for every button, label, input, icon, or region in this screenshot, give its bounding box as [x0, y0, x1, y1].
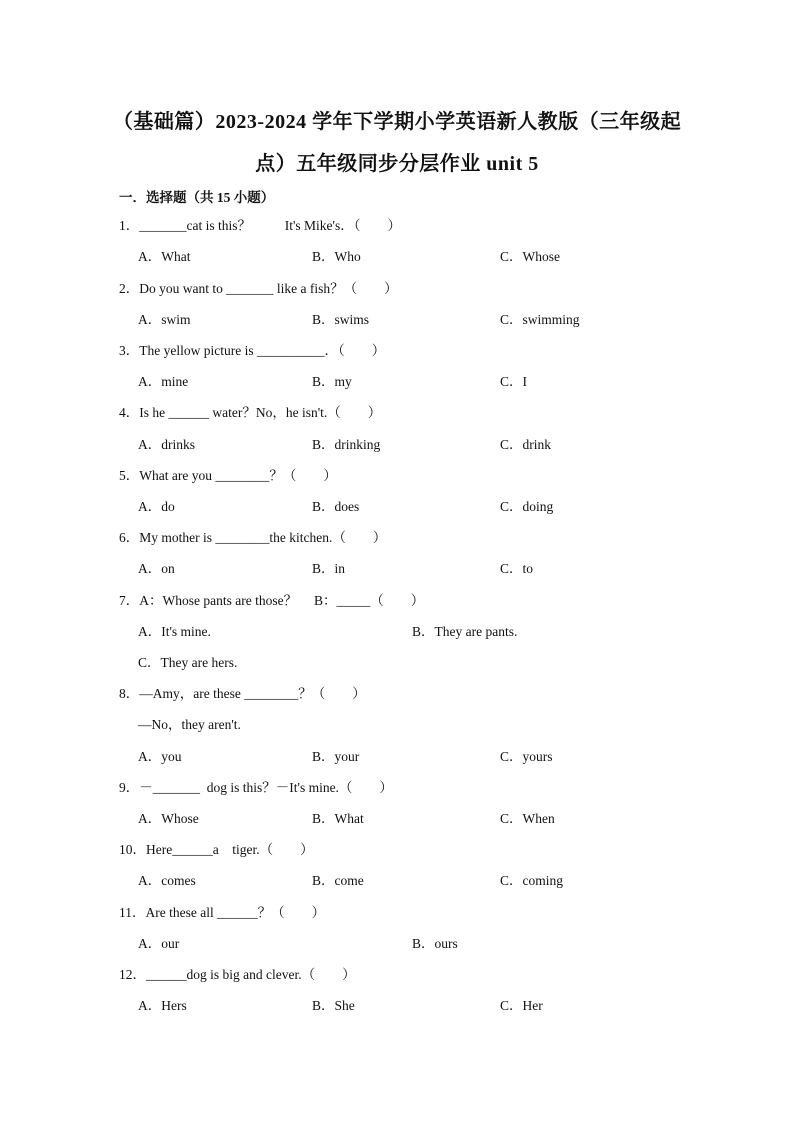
- question-7-stem: 7．A：Whose pants are those？ B：_____（ ）: [119, 593, 425, 608]
- question-8-option-a[interactable]: A．you: [138, 749, 182, 764]
- question-10-option-a[interactable]: A．comes: [138, 873, 196, 888]
- question-10-stem: 10．Here______a tiger.（ ）: [119, 842, 314, 857]
- question-5-option-b[interactable]: B．does: [312, 499, 360, 514]
- question-2-option-a[interactable]: A．swim: [138, 312, 191, 327]
- question-4-option-a[interactable]: A．drinks: [138, 437, 195, 452]
- question-10-option-c[interactable]: C．coming: [500, 873, 563, 888]
- question-4-option-c[interactable]: C．drink: [500, 437, 552, 452]
- question-3-option-a[interactable]: A．mine: [138, 374, 189, 389]
- question-8-option-b[interactable]: B．your: [312, 749, 360, 764]
- question-12-stem: 12．______dog is big and clever.（ ）: [119, 967, 356, 982]
- question-5-option-a[interactable]: A．do: [138, 499, 175, 514]
- document-title-line-2: 点）五年级同步分层作业 unit 5: [255, 153, 539, 175]
- question-3-option-c[interactable]: C．I: [500, 374, 527, 389]
- question-2-option-c[interactable]: C．swimming: [500, 312, 580, 327]
- question-8-stem: 8．—Amy，are these ________？（ ）: [119, 686, 366, 701]
- question-1-stem: 1．_______cat is this？ It's Mike's．（ ）: [119, 218, 401, 233]
- question-1-option-a[interactable]: A．What: [138, 249, 191, 264]
- question-6-stem: 6．My mother is ________the kitchen.（ ）: [119, 530, 387, 545]
- question-5-stem: 5．What are you ________？（ ）: [119, 468, 337, 483]
- question-8-option-c[interactable]: C．yours: [500, 749, 553, 764]
- question-1-option-c[interactable]: C．Whose: [500, 249, 560, 264]
- question-9-stem: 9．－_______ dog is this？－It's mine.（ ）: [119, 780, 393, 795]
- question-3-stem: 3．The yellow picture is __________．（ ）: [119, 343, 386, 358]
- question-6-option-c[interactable]: C．to: [500, 561, 534, 576]
- question-12-option-b[interactable]: B．She: [312, 998, 355, 1013]
- question-9-option-a[interactable]: A．Whose: [138, 811, 199, 826]
- question-9-option-c[interactable]: C．When: [500, 811, 555, 826]
- question-10-option-b[interactable]: B．come: [312, 873, 364, 888]
- question-6-option-a[interactable]: A．on: [138, 561, 175, 576]
- question-8-stem-reply: —No，they aren't.: [138, 717, 241, 732]
- question-12-option-c[interactable]: C．Her: [500, 998, 543, 1013]
- question-2-option-b[interactable]: B．swims: [312, 312, 370, 327]
- document-title-line-1: （基础篇）2023-2024 学年下学期小学英语新人教版（三年级起: [112, 111, 682, 133]
- question-2-stem: 2．Do you want to _______ like a fish？（ ）: [119, 281, 398, 296]
- section-heading: 一．选择题（共 15 小题）: [119, 190, 275, 205]
- question-7-option-a[interactable]: A．It's mine.: [138, 624, 211, 639]
- question-3-option-b[interactable]: B．my: [312, 374, 352, 389]
- question-11-option-a[interactable]: A．our: [138, 936, 180, 951]
- question-11-option-b[interactable]: B．ours: [412, 936, 458, 951]
- question-7-option-c[interactable]: C．They are hers.: [138, 655, 238, 670]
- question-4-stem: 4．Is he ______ water？No，he isn't.（ ）: [119, 405, 382, 420]
- question-4-option-b[interactable]: B．drinking: [312, 437, 381, 452]
- question-12-option-a[interactable]: A．Hers: [138, 998, 187, 1013]
- question-5-option-c[interactable]: C．doing: [500, 499, 554, 514]
- question-7-option-b[interactable]: B．They are pants.: [412, 624, 518, 639]
- question-11-stem: 11．Are these all ______？（ ）: [119, 905, 326, 920]
- question-1-option-b[interactable]: B．Who: [312, 249, 361, 264]
- question-6-option-b[interactable]: B．in: [312, 561, 346, 576]
- question-9-option-b[interactable]: B．What: [312, 811, 364, 826]
